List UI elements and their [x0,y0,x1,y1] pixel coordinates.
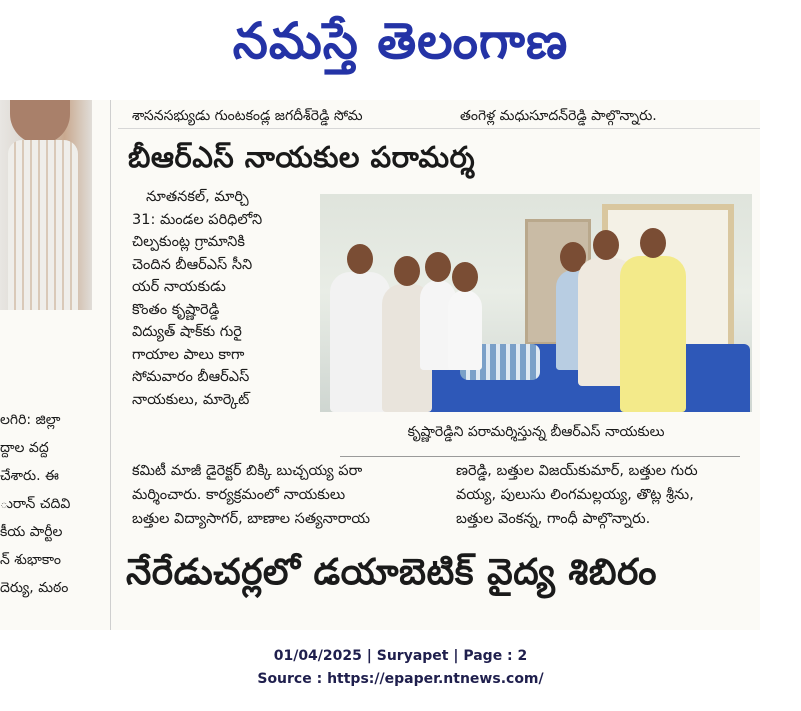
body-line: గాయాల పాలు కాగా [132,346,245,363]
body-line: విద్యుత్‌ షాక్‌కు గురై [132,324,242,340]
photo-person-face [640,228,666,258]
left-photo-person-shirt [8,140,78,310]
left-fragment: ద్దాల వద్ద [0,440,49,456]
left-fragment: లగిరి: జిల్లా [0,412,61,428]
newspaper-masthead: నమస్తే తెలంగాణ [232,11,569,70]
photo-person-face [425,252,451,282]
bottom-left-line: మర్శించారు. కార్యక్రమంలో నాయకులు [132,487,346,503]
left-fragment: ురాన్‌ చదివి [0,496,71,512]
body-line: నూతనకల్‌, మార్చి [146,189,249,205]
bottom-right-line: బత్తుల వెంకన్న, గాంధీ పాల్గొన్నారు. [456,511,651,527]
photo-person-face [347,244,373,274]
body-line: కొంతం కృష్ణారెడ్డి [132,301,220,318]
footer-date-line: 01/04/2025 | Suryapet | Page : 2 [273,648,528,664]
photo-person [330,272,390,412]
photo-person [620,256,686,412]
left-photo-person-head [10,100,70,144]
body-line: చిల్పకుంట్ల గ్రామానికి [132,234,245,250]
body-line: సోమవారం బీఆర్‌ఎస్‌ [132,369,250,385]
left-fragment: కీయ పార్టీల [0,524,63,540]
body-line: యర్‌ నాయకుడు [132,279,226,295]
body-line: నాయకులు, మార్కెట్‌ [132,391,250,408]
bottom-left-line: కమిటీ మాజీ డైరెక్టర్‌ బిక్కి బుచ్చయ్య పరా [132,463,363,479]
footer-source-line: Source : https://epaper.ntnews.com/ [257,671,544,687]
photo-person-face [593,230,619,260]
article-headline: బీఆర్‌ఎస్‌ నాయకుల పరామర్శ [128,140,476,174]
photo-person-face [452,262,478,292]
photo-person [448,290,482,370]
top-line-right: తంగెళ్ల మధుసూదన్‌రెడ్డి పాల్గొన్నారు. [460,108,657,124]
photo-person-face [394,256,420,286]
top-divider [118,128,760,129]
second-article-headline: నేరేడుచర్లలో డయాబెటిక్‌ వైద్య శిబిరం [126,552,658,593]
left-fragment: దెర్యు, మఠం [0,580,69,596]
left-photo [0,100,92,310]
photo-caption: కృష్ణారెడ్డిని పరామర్శిస్తున్న బీఆర్‌ఎస్‌ నాయకులు [320,412,752,452]
caption-divider [340,456,740,457]
column-divider [110,100,111,630]
bottom-left-line: బత్తుల విద్యాసాగర్‌, బాణాల సత్యనారాయ [132,511,370,527]
body-line: చెందిన బీఆర్‌ఎస్‌ సీని [132,256,253,273]
left-fragment: చేశారు. ఈ [0,468,59,484]
body-line: 31: మండల పరిధిలోని [132,211,263,228]
bottom-right-line: ణరెడ్డి, బత్తుల విజయ్‌కుమార్‌, బత్తుల గురు [456,463,698,479]
newspaper-clipping [0,100,760,630]
article-photo [320,194,752,412]
top-line-left: శాసనసభ్యుడు గుంటకండ్ల జగదీశ్‌రెడ్డి సోమ [132,108,363,124]
bottom-right-line: వయ్య, పులుసు లింగమల్లయ్య, తొట్ల శ్రీను, [456,487,694,503]
left-fragment: న్‌ శుభాకాం [0,552,62,568]
